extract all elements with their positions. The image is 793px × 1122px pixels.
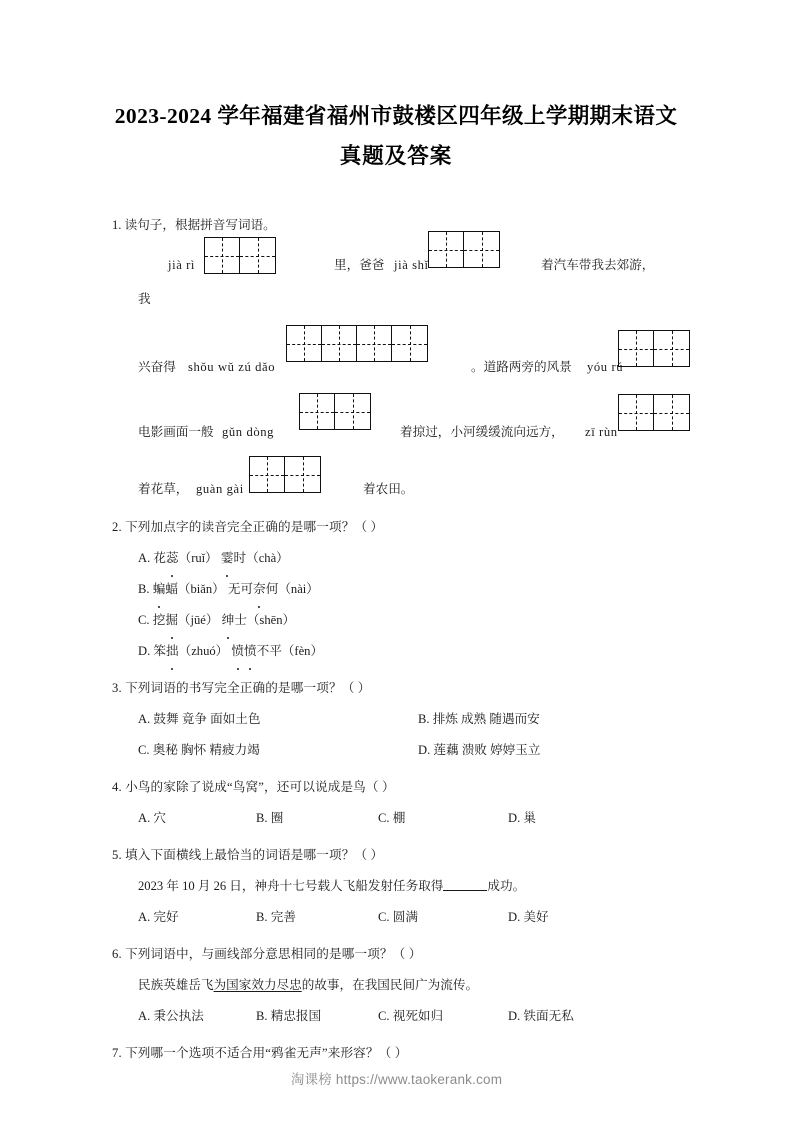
option-text: 完善 (270, 910, 296, 924)
question-2-option-a-row (112, 543, 712, 574)
question-3 (112, 673, 712, 766)
q1-pinyin-jiari: jià rì (168, 258, 196, 272)
option-label: A. (138, 712, 151, 726)
option-text: 挖掘（jūé） 绅士（shēn） (153, 613, 295, 627)
question-2-option-c[interactable] (138, 605, 295, 636)
option-text: 穴 (153, 811, 166, 825)
emphasis-dot-char: 拙 (166, 636, 179, 667)
title-line-1: 2023-2024 学年福建省福州市鼓楼区四年级上学期期末语文 (114, 104, 678, 128)
option-text: 圈 (270, 811, 284, 825)
question-2-stem (112, 512, 712, 543)
option-text: 完好 (153, 910, 179, 924)
emphasis-dot-char: 奈 (253, 574, 266, 605)
option-text: 视死如归 (392, 1009, 444, 1023)
question-3-option-b[interactable] (418, 704, 540, 735)
option-text: 莲藕 溃败 婷婷玉立 (433, 743, 541, 757)
question-6-stem-text: 下列词语中，与画线部分意思相同的是哪一项？（ ） (125, 947, 422, 961)
option-label: C. (378, 910, 390, 924)
question-4-stem-text: 小鸟的家除了说成“鸟窝”，还可以说成是鸟（ ） (125, 780, 395, 794)
q1-text-daolu: 。道路两旁的风景 (471, 360, 572, 374)
emphasis-dot-char: 蕊 (166, 543, 179, 574)
question-5-sentence (138, 871, 712, 902)
option-label: D. (508, 910, 521, 924)
q1-pinyin-youru: yóu rú (587, 360, 624, 374)
question-7-stem-text: 下列哪一个选项不适合用“鸦雀无声”来形容？（ ） (125, 1046, 408, 1060)
grid-cell[interactable] (619, 395, 654, 430)
question-6-option-b[interactable] (256, 1001, 378, 1032)
question-6 (112, 939, 712, 1032)
grid-cell[interactable] (392, 326, 427, 361)
question-3-stem-text: 下列词语的书写完全正确的是哪一项？（ ） (125, 681, 371, 695)
emphasis-dot-char: 绅 (222, 605, 235, 636)
question-4-option-b[interactable] (256, 803, 378, 834)
grid-cell[interactable] (654, 331, 689, 366)
grid-cell[interactable] (357, 326, 392, 361)
q1-pinyin-guangai: guàn gài (196, 482, 244, 496)
question-4-options-row (112, 803, 712, 834)
page-title (96, 96, 696, 176)
question-3-options-row-1 (112, 704, 712, 735)
question-6-option-c[interactable] (378, 1001, 508, 1032)
grid-cell[interactable] (464, 232, 499, 267)
q1-pinyin-shouwuzudao: shǒu wǔ zú dǎo (188, 360, 276, 374)
option-label: D. (418, 743, 431, 757)
title-line-2: 真题及答案 (339, 144, 453, 168)
option-label: B. (418, 712, 430, 726)
emphasis-dot-char: 蝙 (153, 574, 166, 605)
q1-text-xingfende: 兴奋得 (138, 360, 176, 374)
q1-text-dianying: 电影画面一般 (138, 425, 214, 439)
question-1-stem-text: 读句子，根据拼音写词语。 (124, 218, 276, 232)
footer-watermark: 淘课榜 https://www.taokerank.com (290, 1072, 503, 1087)
question-3-stem (112, 673, 712, 704)
grid-cell[interactable] (285, 457, 320, 492)
q1-grid-1[interactable] (204, 237, 276, 274)
option-label: D. (138, 644, 151, 658)
question-2-option-c-row (112, 605, 712, 636)
question-6-option-a[interactable] (138, 1001, 256, 1032)
option-label: B. (256, 1009, 268, 1023)
emphasis-dot-char: 霎 (221, 543, 234, 574)
q1-pinyin-jiashi: jià shǐ (394, 258, 429, 272)
grid-cell[interactable] (429, 232, 464, 267)
q1-grid-6[interactable] (618, 394, 690, 431)
question-2-number: 2. (112, 520, 122, 534)
emphasis-dot-char: 愤 (231, 636, 244, 667)
question-3-number: 3. (112, 681, 122, 695)
emphasis-dot-char: 掘 (165, 605, 178, 636)
questions-block (112, 512, 712, 1069)
question-5-option-a[interactable] (138, 902, 256, 933)
answer-blank[interactable] (443, 877, 487, 891)
question-4-option-d[interactable] (508, 803, 588, 834)
q1-grid-4[interactable] (618, 330, 690, 367)
question-2-option-d[interactable] (138, 636, 323, 667)
q1-grid-2[interactable] (428, 231, 500, 268)
question-6-option-d[interactable] (508, 1001, 588, 1032)
q1-text-wo: 我 (138, 292, 151, 306)
question-1-stem (112, 216, 276, 234)
question-7-stem (112, 1038, 712, 1069)
option-label: A. (138, 1009, 151, 1023)
q1-text-zhehuacao: 着花草， (138, 482, 189, 496)
question-5-stem-text: 填入下面横线上最恰当的词语是哪一项？（ ） (125, 848, 384, 862)
option-text: 秉公执法 (153, 1009, 204, 1023)
grid-cell[interactable] (287, 326, 322, 361)
grid-cell[interactable] (619, 331, 654, 366)
question-7-number: 7. (112, 1046, 122, 1060)
grid-cell[interactable] (250, 457, 285, 492)
option-label: C. (378, 811, 390, 825)
question-5-option-c[interactable] (378, 902, 508, 933)
option-label: B. (138, 582, 150, 596)
sentence-before: 民族英雄岳飞 (138, 978, 214, 992)
option-text: 蝙蝠（biǎn） 无可奈何（nài） (153, 582, 319, 596)
question-2-option-a[interactable] (138, 543, 289, 574)
grid-cell[interactable] (335, 394, 370, 429)
emphasis-dot-char: 愤 (244, 636, 257, 667)
question-7 (112, 1038, 712, 1069)
option-text: 奥秘 胸怀 精疲力竭 (152, 743, 260, 757)
question-2-option-d-row (112, 636, 712, 667)
question-2-option-b-row (112, 574, 712, 605)
option-label: A. (138, 910, 151, 924)
option-label: C. (138, 743, 150, 757)
question-5-options-row (112, 902, 712, 933)
question-3-option-c[interactable] (138, 735, 418, 766)
sentence-before: 2023 年 10 月 26 日，神舟十七号载人飞船发射任务取得 (138, 879, 444, 893)
question-4-number: 4. (112, 780, 122, 794)
question-6-options-row (112, 1001, 712, 1032)
question-2 (112, 512, 712, 667)
grid-cell[interactable] (300, 394, 335, 429)
option-text: 精忠报国 (270, 1009, 322, 1023)
option-text: 巢 (523, 811, 536, 825)
question-4-option-c[interactable] (378, 803, 508, 834)
grid-cell[interactable] (205, 238, 240, 273)
option-text: 鼓舞 竟争 面如土色 (153, 712, 261, 726)
question-6-number: 6. (112, 947, 122, 961)
question-4 (112, 772, 712, 834)
option-label: B. (256, 811, 268, 825)
question-4-option-a[interactable] (138, 803, 256, 834)
grid-cell[interactable] (654, 395, 689, 430)
sentence-after: 的故事，在我国民间广为流传。 (301, 978, 479, 992)
grid-cell[interactable] (322, 326, 357, 361)
q1-text-zhelueguo: 着掠过，小河缓缓流向远方， (400, 425, 564, 439)
question-5-option-d[interactable] (508, 902, 588, 933)
question-6-stem (112, 939, 712, 970)
q1-grid-7[interactable] (249, 456, 321, 493)
q1-grid-5[interactable] (299, 393, 371, 430)
option-label: D. (508, 811, 521, 825)
question-3-option-d[interactable] (418, 735, 540, 766)
grid-cell[interactable] (240, 238, 275, 273)
question-2-option-b[interactable] (138, 574, 319, 605)
question-5-number: 5. (112, 848, 122, 862)
q1-text-zhenongtian: 着农田。 (363, 482, 414, 496)
question-5-option-b[interactable] (256, 902, 378, 933)
question-5 (112, 840, 712, 933)
option-text: 排炼 成熟 随遇而安 (432, 712, 540, 726)
question-3-options-row-2 (112, 735, 712, 766)
q1-grid-3[interactable] (286, 325, 428, 362)
option-text: 花蕊（ruǐ） 霎时（chà） (153, 551, 288, 565)
question-2-stem-text: 下列加点字的读音完全正确的是哪一项？（ ） (125, 520, 384, 534)
option-label: A. (138, 811, 151, 825)
option-text: 棚 (392, 811, 406, 825)
option-text: 笨拙（zhuó） 愤愤不平（fèn） (153, 644, 323, 658)
q1-pinyin-gundong: gǔn dòng (222, 425, 275, 439)
option-label: D. (508, 1009, 521, 1023)
option-text: 美好 (523, 910, 549, 924)
option-label: A. (138, 551, 151, 565)
sentence-after: 成功。 (487, 879, 526, 893)
option-label: C. (138, 613, 150, 627)
q1-pinyin-zirun: zī rùn (585, 425, 618, 439)
question-6-sentence (138, 970, 712, 1001)
question-5-stem (112, 840, 712, 871)
option-text: 铁面无私 (523, 1009, 574, 1023)
question-3-option-a[interactable] (138, 704, 418, 735)
option-label: B. (256, 910, 268, 924)
question-1-number: 1. (112, 218, 122, 232)
question-4-stem (112, 772, 712, 803)
q1-text-zhe-qiche: 着汽车带我去郊游， (541, 258, 655, 272)
option-label: C. (378, 1009, 390, 1023)
sentence-underlined-part: 为国家效力尽忠 (213, 978, 302, 992)
option-text: 圆满 (392, 910, 418, 924)
q1-text-li-baba: 里，爸爸 (334, 258, 385, 272)
